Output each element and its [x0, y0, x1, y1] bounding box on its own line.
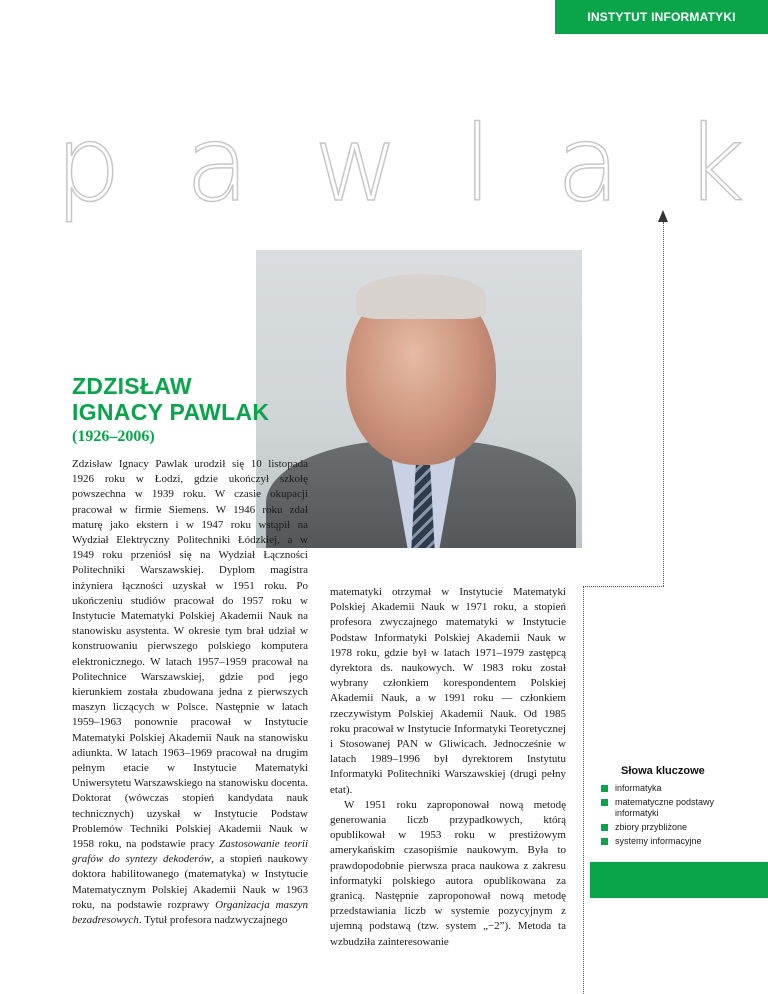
section-header: INSTYTUT INFORMATYKI — [555, 0, 768, 34]
dotted-guide-line — [583, 586, 664, 587]
biography-column-1 — [72, 457, 308, 928]
keyword-item: zbiory przybliżone — [601, 822, 721, 833]
dotted-guide-line — [663, 222, 664, 586]
biography-column-2 — [330, 585, 566, 950]
person-name-line1: ZDZISŁAW — [72, 373, 192, 399]
title-letter: a — [556, 103, 621, 225]
title-letter: l — [463, 103, 493, 225]
thesis-title-1: Zastosowanie teorii grafów do syntezy dekoderów — [72, 838, 309, 866]
biography-paragraph: matematyki otrzymał w Instytucie Matematyki Polskiej Akademii Nauk w 1971 roku, a stopień profesora zwyczajnego matematyki w Instytucie Podstaw Informatyki Polskiej Akademii Nauk w 1978 roku, gdzie był w latach 1971–1979 zastępcą dyrektora ds. naukowych. W 1983 roku został wybrany członkiem korespondentem Polskiej Akademii Nauk, a w 1991 roku — członkiem rzeczywistym Polskiej Akademii Nauk. Od 1985 roku pracował w Instytucie Informatyki Teoretycznej i Stosowanej PAN w Gliwicach. Jednocześnie w latach 1989–1996 był dyrektorem Instytutu Informatyki Politechniki Warszawskiej (drugi pełny etat). — [330, 586, 566, 796]
person-years: (1926–2006) — [72, 428, 155, 445]
title-letter: p — [55, 103, 122, 225]
title-letter: k — [684, 103, 745, 225]
person-name — [72, 373, 269, 425]
arrow-up-icon — [658, 210, 668, 222]
keyword-item: informatyka — [601, 783, 721, 794]
text-run: , a stopień naukowy doktora habilitowanego (matematyka) w Instytucie Matematycznym Polskiej Akademii Nauk w 1963 roku, na podstawie rozprawy — [72, 853, 308, 911]
keyword-item: matematyczne podstawy informatyki — [601, 797, 721, 819]
person-name-line2: IGNACY PAWLAK — [72, 399, 270, 425]
dotted-guide-line — [583, 586, 584, 994]
decorative-surname-title — [55, 103, 745, 225]
keywords-title: Słowa kluczowe — [621, 765, 705, 777]
biography-paragraph: W 1951 roku zaproponował nową metodę generowania liczb przypadkowych, którą opublikował w 1953 roku w prestiżowym amerykańskim czasopiśmie naukowym. Była to prawdopodobnie pierwsza praca naukowa z zakresu informatyki polskiego autora opublikowana za granicą. Następnie zaproponował nową metodę przedstawiania liczb w systemie pozycyjnym z ujemną podstawą (tzw. system „−2”). Metoda ta wzbudziła zainteresowanie — [330, 798, 566, 948]
text-run: . Tytuł profesora nadzwyczajnego — [138, 914, 288, 927]
decorative-green-block — [590, 862, 768, 898]
title-letter: w — [313, 103, 399, 225]
text-run: Zdzisław Ignacy Pawlak urodził się 10 listopada 1926 roku w Łodzi, gdzie ukończył szkołę powszechna w 1939 roku. W czasie okupacji pracował w firmie Siemens. W 1946 roku zdał maturę jako ekstern i w 1947 roku wstąpił na Wydział Elektryczny Politechniki Łódzkiej, a w 1949 roku przeniósł się na Wydział Łączności Politechniki Warszawskiej. Dyplom magistra inżyniera łączności uzyskał w 1951 roku. Po ukończeniu studiów pracował do 1957 roku w Instytucie Matematyki Polskiej Akademii Nauk na stanowisku asystenta. W okresie tym brał udział w konstruowaniu pierwszego polskiego komputera elektronicznego. W latach 1957–1959 pracował na Politechnice Warszawskiej, gdzie pod jego kierunkiem została zbudowana jedna z pierwszych maszyn liczących w Polsce. Następnie w latach 1959–1963 ponownie pracował w Instytucie Matematyki Polskiej Akademii Nauk na stanowisku adiunkta. W latach 1963–1969 pracował na drugim pełnym etacie w Instytucie Matematyki Uniwersytetu Warszawskiego na stanowisku docenta. Doktorat (wówczas stopień kandydata nauk technicznych) uzyskał w Instytucie Podstaw Problemów Techniki Polskiej Akademii Nauk w 1958 roku, na podstawie pracy — [72, 458, 308, 851]
title-letter: a — [185, 103, 250, 225]
biography-paragraph — [72, 457, 308, 928]
portrait-hair — [356, 274, 486, 319]
keyword-item: systemy informacyjne — [601, 836, 721, 847]
keywords-list — [601, 783, 721, 850]
thesis-title-2: Organizacja maszyn bezadresowych — [72, 898, 309, 927]
